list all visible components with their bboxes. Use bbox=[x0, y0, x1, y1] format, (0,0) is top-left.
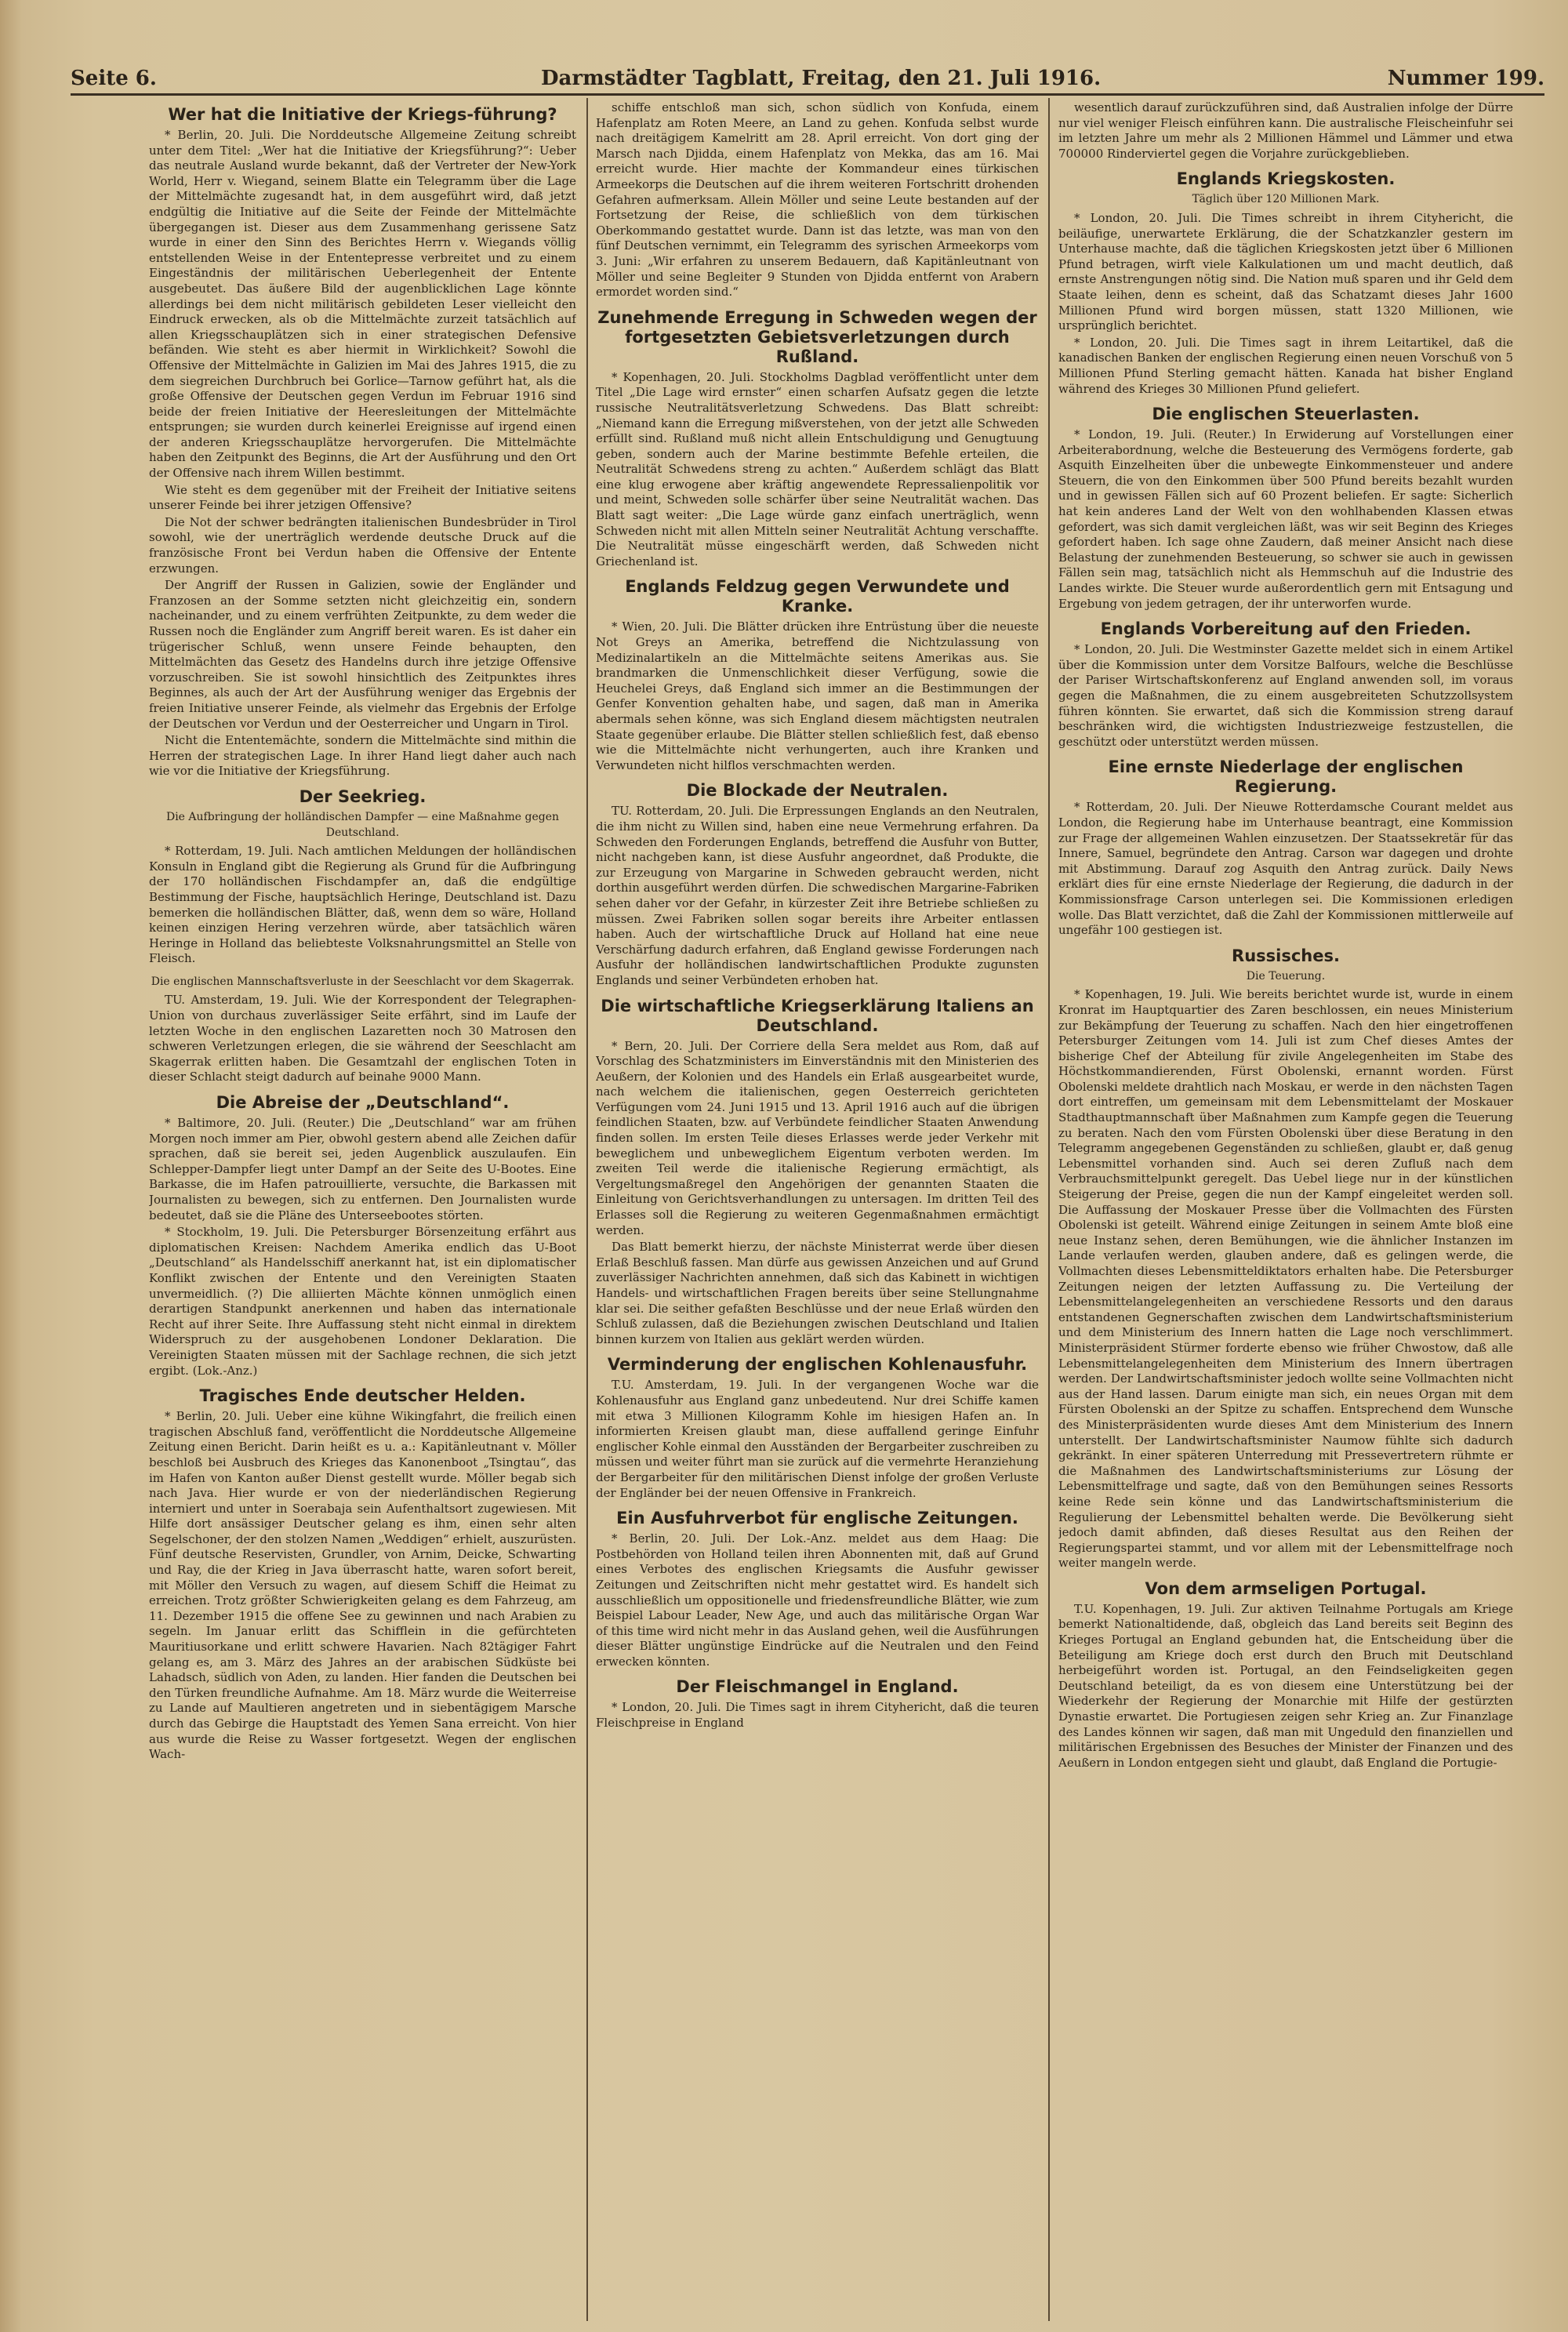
article-paragraph: TU. Amsterdam, 19. Juli. Wie der Korrespondent der Telegraphen-Union von durchaus zuverlässiger Seite erfährt, sind im Laufe der letzten Woche in den englischen Lazaretten noch 30 Matrosen den schweren Verletzungen erlegen, die sie während der Seeschlacht am Skagerrak erlitten haben. Die Gesamtzahl der englischen Toten in dieser Schlacht steigt dadurch auf beinahe 9000 Mann. bbox=[149, 993, 576, 1084]
article-subheadline: Die Teuerung. bbox=[1246, 969, 1326, 983]
article-paragraph: * Berlin, 20. Juli. Ueber eine kühne Wikingfahrt, die freilich einen tragischen Abschluß fand, veröffentlicht die Norddeutsche Allgemeine Zeitung einen Bericht. Darin heißt es u. a.: Kapitänleutnant v. Möller beschloß bei Ausbruch des Krieges das Kanonenboot „Tsingtau“, das im Hafen von Kanton außer Dienst gestellt wurde. Möller begab sich nach Java. Hier wurde er von der niederländischen Regierung interniert und unter in Soerabaja sein Aufenthaltsort zugewiesen. Mit Hilfe dort ansässiger Deutscher gelang es ihm, einen sehr alten Segelschoner, der den stolzen Namen „Weddigen“ erhielt, auszurüsten. Fünf deutsche Reservisten, Grundler, von Arnim, Deicke, Schwarting und Ray, die der Krieg in Java überrascht hatte, waren sofort bereit, mit Möller den Versuch zu wagen, auf diesem Schiff die Heimat zu erreichen. Trotz größter Schwierigkeiten gelang es dem Fahrzeug, am 11. Dezember 1915 die offene See zu gewinnen und nach Arabien zu segeln. Im Januar erlitt das Schifflein in die gefürchteten Mauritiusorkane und erlitt schwere Havarien. Nach 82tägiger Fahrt gelang es, am 3. März des Jahres an der arabischen Südküste bei Lahadsch, südlich von Aden, zu landen. Hier fanden die Deutschen bei den Türken freundliche Aufnahme. Am 18. März wurde die Weiterreise zu Lande auf Maultieren angetreten und in siebentägigem Marsche durch das Gebirge die Hauptstadt des Yemen Sana erreicht. Von hier aus wurde die Reise zu Wasser fortgesetzt. Wegen der englischen Wach- bbox=[149, 1409, 576, 1762]
article-paragraph: Der Angriff der Russen in Galizien, sowie der Engländer und Franzosen an der Somme setzten nicht gleichzeitig ein, sondern nacheinander, und zu einem verfrühten Zeitpunkte, zu dem weder die Russen noch die Engländer zum Angriff bereit waren. Es ist daher ein trügerischer Schluß, wenn unsere Feinde behaupten, den Mittelmächten das Gesetz des Handelns durch ihre jetzige Offensive vorzuschreiben. Sie ist sowohl hinsichtlich des Zeitpunktes ihres Beginnes, als auch der Art der Ausführung weniger das Ergebnis der freien Initiative unserer Feinde, als vielmehr das Ergebnis der Erfolge der Deutschen vor Verdun und der Oesterreicher und Ungarn in Tirol. bbox=[149, 578, 576, 731]
article-headline: Die Blockade der Neutralen. bbox=[686, 781, 949, 801]
article-paragraph: * Stockholm, 19. Juli. Die Petersburger Börsenzeitung erfährt aus diplomatischen Kreisen: Nachdem Amerika endlich das U-Boot „Deutschland“ als Handelsschiff anerkannt hat, ist ein diplomatischer Konflikt zwischen der Entente und den Vereinigten Staaten unvermeidlich. (?) Die alliierten Mächte können unmöglich einen derartigen Standpunkt anerkennen und haben das internationale Recht auf ihrer Seite. Ihre Auffassung steht nicht einmal in direktem Widerspruch zu der ausgehobenen Londoner Deklaration. Die Vereinigten Staaten müssen mit der Sachlage rechnen, die sich jetzt ergibt. (Lok.-Anz.) bbox=[149, 1225, 576, 1378]
newspaper-masthead-line: Darmstädter Tagblatt, Freitag, den 21. Juli 1916. bbox=[541, 67, 1102, 90]
article-subheadline: Die Aufbringung der holländischen Dampfer — eine Maßnahme gegen Deutschland. bbox=[165, 810, 559, 839]
issue-number: Nummer 199. bbox=[1387, 67, 1544, 90]
article-paragraph: wesentlich darauf zurückzuführen sind, daß Australien infolge der Dürre nur viel weniger Fleisch einführen kann. Die australische Fleischeinfuhr sei im letzten Jahre um mehr als 2 Millionen Hämmel und Lämmer und etwa 700000 Rinderviertel gegen die Vorjahre zurückgeblieben. bbox=[1058, 100, 1513, 161]
article bbox=[596, 1355, 1039, 1501]
article-headline: Der Seekrieg. bbox=[299, 786, 426, 806]
article bbox=[149, 975, 576, 1085]
article-paragraph: * Kopenhagen, 20. Juli. Stockholms Dagblad veröffentlicht unter dem Titel „Die Lage wird ernster“ einen scharfen Aufsatz gegen die letzte russische Neutralitätsverletzung Schwedens. Das Blatt schreibt: „Niemand kann die Erregung mißverstehen, von der jetzt alle Schweden erfüllt sind. Rußland muß nicht allein Entschuldigung und Genugtuung geben, sondern auch der Marine bestimmte Befehle erteilen, die Neutralität Schwedens streng zu achten.“ Außerdem schlägt das Blatt eine klug erwogene aber kräftig angewendete Repressalienpolitik vor und meint, Schweden solle schärfer über seine Neutralität wachen. Das Blatt sagt weiter: „Die Lage würde ganz einfach unerträglich, wenn Schweden nicht mit allen Mitteln seiner Neutralität Achtung verschaffte. Die Neutralität müsse eingeschärft werden, daß Schweden nicht Griechenland ist. bbox=[596, 369, 1039, 568]
article-paragraph: * Kopenhagen, 19. Juli. Wie bereits berichtet wurde ist, wurde in einem Kronrat im Hauptquartier des Zaren beschlossen, ein neues Ministerium zur Bekämpfung der Teuerung zu schaffen. Nach den hier eingetroffenen Petersburger Zeitungen vom 14. Juli ist zum Chef dieses Amtes der bisherige Chef der Abteilung für zivile Angelegenheiten im Stabe des Höchstkommandierenden, Fürst Obolenski, ernannt worden. Fürst Obolenski meldete drahtlich nach Moskau, er werde in den nächsten Tagen dort eintreffen, um gemeinsam mit dem Lebensmittelamt der Moskauer Stadthauptmannschaft über Maßnahmen zum Kampfe gegen die Teuerung zu beraten. Nach den vom Fürsten Obolenski über diese Beratung in den Telegramm angegebenen Gegenständen zu schließen, glaubt er, daß genug Lebensmittel vorhanden sind. Auch sei deren Zufluß nach dem Verbrauchsmittelpunkt geregelt. Das Uebel liege nur in der künstlichen Steigerung der Preise, gegen die nun der Kampf eingeleitet werden soll. Die Auffassung der Moskauer Presse über die Vollmachten des Fürsten Obolenski ist geteilt. Während einige Zeitungen in seinem Amte bloß eine neue Instanz sehen, deren Bemühungen, wie die ähnlicher Instanzen im Lande verlaufen werden, glauben andere, daß es gelingen werde, die Vollmachten dieses Lebensmitteldiktators erhalten habe. Die Petersburger Zeitungen neigen der letzten Auffassung zu. Die Verteilung der Lebensmittelangelegenheiten an verschiedene Ressorts und den daraus entstandenen Gegnerschaften zwischen dem Landwirtschaftsministerium und dem Ministerium des Innern hatten die Lage noch verschlimmert. Ministerpräsident Stürmer forderte ebenso wie früher Chwostow, daß alle Lebensmittelangelegenheiten dem Ministerium des Innern übertragen werden. Der Landwirtschaftsminister jedoch wollte seine Vollmachten nicht aus der Hand lassen. Darum einigte man sich, ein neues Organ mit dem Fürsten Obolenski an der Spitze zu schaffen. Entsprechend dem Wunsche des Ministerpräsidenten wurde dieses Amt dem Ministerium des Innern unterstellt. Der Landwirtschaftsminister Naumow fühlte sich dadurch gekränkt. In einer späteren Unterredung mit Pressevertretern rühmte er die Maßnahmen des Landwirtschaftsministeriums zur Lösung der Lebensmittelfrage und sagte, daß von den Bemühungen seines Ressorts keine Rede sein könne und das Landwirtschaftsministerium die Regulierung der Lebensmittel behalten werde. Die Bevölkerung sieht jedoch damit abfinden, daß dieses Resultat aus den Reihen der Regierungspartei stammt, und vor allem mit der Lebensmittelfrage noch weiter mangeln werde. bbox=[1058, 987, 1513, 1571]
article-paragraph: * Wien, 20. Juli. Die Blätter drücken ihre Entrüstung über die neueste Not Greys an Amerika, betreffend die Nichtzulassung von Medizinalartikeln an die Mittelmächte seitens Amerikas aus. Sie brandmarken die Unmenschlichkeit dieser Verfügung, sowie die Heuchelei Greys, daß England sich immer an die Bestimmungen der Genfer Konvention gehalten habe, und sagen, daß man in Amerika abermals sehen könne, was sich England diesem mächtigsten neutralen Staate gegenüber erlaube. Die Blätter stellen schließlich fest, daß ebenso wie die Mittelmächte nicht verhungerten, auch ihre Kranken und Verwundeten nicht hilflos verschmachten werden. bbox=[596, 619, 1039, 772]
article-paragraph: TU. Rotterdam, 20. Juli. Die Erpressungen Englands an den Neutralen, die ihm nicht zu Willen sind, haben eine neue Vermehrung erfahren. Da Schweden den Forderungen Englands, betreffend die Ausfuhr von Butter, nicht nachgeben kann, ist diese Ausfuhr angeordnet, daß Produkte, die zur Erzeugung von Margarine in Schweden gebraucht werden, nicht dorthin ausgeführt werden dürfen. Die schwedischen Margarine-Fabriken sehen daher vor der Gefahr, in kürzester Zeit ihre Betriebe schließen zu müssen. Zwei Fabriken sollen sogar bereits ihre Arbeiter entlassen haben. Auch der wirtschaftliche Druck auf Holland hat eine neue Verschärfung dadurch erfahren, daß England gewisse Forderungen nach Ausfuhr der holländischen landwirtschaftlichen Produkte zugunsten Englands und seiner Verbündeten erhoben hat. bbox=[596, 804, 1039, 987]
article-paragraph: * Berlin, 20. Juli. Die Norddeutsche Allgemeine Zeitung schreibt unter dem Titel: „Wer hat die Initiative der Kriegsführung?“: Ueber das neutrale Ausland wurde bekannt, daß der Vertreter der New-York World, Herr v. Wiegand, seinem Blatte ein Telegramm über die Lage der Mittelmächte zugesandt hat, in dem ausgeführt wird, daß jetzt endgültig die Initiative auf die Seite der Feinde der Mittelmächte übergegangen ist. Dieser aus dem Zusammenhang gerissene Satz wurde in einer den Sinn des Berichtes Herrn v. Wiegands völlig entstellenden Weise in der Ententepresse verbreitet und zu einem Eingeständnis der militärischen Ueberlegenheit der Entente ausgebeutet. Das äußere Bild der augenblicklichen Lage könnte allerdings bei dem nicht militärisch gebildeten Leser vielleicht den Eindruck erwecken, als ob die Mittelmächte zurzeit tatsächlich auf allen Kriegsschauplätzen sich in einer strategischen Defensive befänden. Wie steht es aber hiermit in Wirklichkeit? Sowohl die Offensive der Mittelmächte in Galizien im Mai des Jahres 1915, die zu dem siegreichen Durchbruch bei Gorlice—Tarnow geführt hat, als die große Offensive der Deutschen gegen Verdun im Februar 1916 sind beide der freien Initiative der Heeresleitungen der Mittelmächte entsprungen; sie wurden durch keinerlei Ereignisse auf irgend einen der anderen Kriegsschauplätze hervorgerufen. Die Mittelmächte haben den Zeitpunkt des Beginns, die Art der Ausführung und den Ort der Offensive nach ihrem Willen bestimmt. bbox=[149, 128, 576, 481]
article-paragraph: * London, 20. Juli. Die Times sagt in ihrem Cityhericht, daß die teuren Fleischpreise in England bbox=[596, 1700, 1039, 1731]
article-headline: Von dem armseligen Portugal. bbox=[1145, 1578, 1427, 1598]
article-paragraph: * London, 20. Juli. Die Times sagt in ihrem Leitartikel, daß die kanadischen Banken der englischen Regierung einen neuen Vorschuß von 5 Millionen Pfund Sterling gemacht hätten. Kanada hat bisher England während des Krieges 30 Millionen Pfund geliefert. bbox=[1058, 335, 1513, 396]
article bbox=[149, 1386, 576, 1763]
page-header bbox=[71, 67, 1544, 96]
article-headline: Wer hat die Initiative der Kriegs-führung? bbox=[168, 105, 557, 124]
article-headline: Die wirtschaftliche Kriegserklärung Italiens an Deutschland. bbox=[601, 996, 1034, 1035]
article-headline: Ein Ausfuhrverbot für englische Zeitungen. bbox=[616, 1509, 1018, 1528]
article-headline: Englands Vorbereitung auf den Frieden. bbox=[1100, 619, 1472, 639]
article-headline: Tragisches Ende deutscher Helden. bbox=[199, 1386, 526, 1406]
article bbox=[149, 787, 576, 967]
article bbox=[1058, 619, 1513, 750]
article bbox=[1058, 405, 1513, 612]
article-headline: Der Fleischmangel in England. bbox=[676, 1677, 959, 1697]
article-headline: Eine ernste Niederlage der englischen Regierung. bbox=[1108, 757, 1464, 797]
article bbox=[596, 1509, 1039, 1669]
article-paragraph: * Baltimore, 20. Juli. (Reuter.) Die „Deutschland“ war am frühen Morgen noch immer am Pier, obwohl gestern abend alle Zeichen dafür sprachen, daß sie bereit sei, jeden Augenblick auszulaufen. Ein Schlepper-Dampfer liegt unter Dampf an der Seite des U-Bootes. Eine Barkasse, die im Hafen patrouillierte, versuchte, die Barkassen mit Journalisten zu bewegen, sich zu entfernen. Den Journalisten wurde bedeutet, daß sie die Pläne des Unterseebootes störten. bbox=[149, 1116, 576, 1222]
article-paragraph: Nicht die Ententemächte, sondern die Mittelmächte sind mithin die Herren der strategischen Lage. In ihrer Hand liegt daher auch nach wie vor die Initiative der Kriegsführung. bbox=[149, 733, 576, 779]
article bbox=[149, 105, 576, 779]
article bbox=[1058, 946, 1513, 1571]
article bbox=[596, 781, 1039, 988]
article-headline: Russisches. bbox=[1232, 946, 1340, 965]
article-headline: Verminderung der englischen Kohlenausfuhr. bbox=[607, 1355, 1028, 1375]
article bbox=[596, 100, 1039, 300]
article bbox=[1058, 169, 1513, 397]
article-paragraph: * Berlin, 20. Juli. Der Lok.-Anz. meldet aus dem Haag: Die Postbehörden von Holland teilen ihren Abonnenten mit, daß auf Grund eines Verbotes des englischen Kriegsamts die Ausfuhr gewisser Zeitungen und Zeitschriften nicht mehr gestattet wird. Es handelt sich ausschließlich um oppositionelle und friedensfreundliche Blätter, wie zum Beispiel Labour Leader, New Age, und auch das militärische Organ War of this time wird nicht mehr in das Ausland gehen, weil die Ausführungen dieser Blätter ungünstige Eindrücke auf die Neutralen und den Feind erwecken könnten. bbox=[596, 1531, 1039, 1669]
article bbox=[596, 997, 1039, 1348]
article bbox=[1058, 100, 1513, 162]
article-headline: Die Abreise der „Deutschland“. bbox=[216, 1093, 510, 1113]
article-paragraph: Wie steht es dem gegenüber mit der Freiheit der Initiative seitens unserer Feinde bei ihrer jetzigen Offensive? bbox=[149, 482, 576, 513]
page-number: Seite 6. bbox=[71, 67, 157, 90]
article bbox=[1058, 757, 1513, 938]
article-paragraph: T.U. Kopenhagen, 19. Juli. Zur aktiven Teilnahme Portugals am Kriege bemerkt Nationaltidende, daß, obgleich das Land bereits seit Beginn des Krieges Portugal an England gebunden hat, die Entscheidung über die Beteiligung am Kriege doch erst durch den Bruch mit Deutschland herbeigeführt worden ist. Portugal, an den Feindseligkeiten gegen Deutschland beteiligt, da es von diesem eine Unterstützung bei der Wiederkehr der Regierung der Monarchie mit Hilfe der gestürzten Dynastie erwartet. Die Portugiesen zeigen sehr Krieg an. Zur Finanzlage des Landes können wir sagen, daß man mit Ungeduld den finanziellen und militärischen Ergebnissen des Besuches der Minister der Finanzen und des Aeußern in London entgegen sieht und glaubt, daß England die Portugie- bbox=[1058, 1601, 1513, 1770]
column-3 bbox=[1058, 100, 1513, 2319]
article-paragraph: schiffe entschloß man sich, schon südlich von Konfuda, einem Hafenplatz am Roten Meere, an Land zu gehen. Konfuda selbst wurde nach dreitägigem Kamelritt am 28. April erreicht. Von dort ging der Marsch nach Djidda, einem Hafenplatz von Mekka, das am 16. Mai erreicht wurde. Hier machte der Kommandeur eines türkischen Armeekorps die Deutschen auf die ihrem weiteren Fortschritt drohenden Gefahren aufmerksam. Allein Möller und seine Leute bestanden auf der Fortsetzung der Reise, die schließlich von dem türkischen Oberkommando gestattet wurde. Dann ist das letzte, was man von den fünf Deutschen vernimmt, ein Telegramm des syrischen Armeekorps vom 3. Juni: „Wir erfahren zu unserem Bedauern, daß Kapitänleutnant von Möller und seine Begleiter 9 Stunden von Djidda entfernt von Arabern ermordet worden sind.“ bbox=[596, 100, 1039, 300]
article-headline: Englands Feldzug gegen Verwundete und Kranke. bbox=[625, 577, 1010, 616]
article-paragraph: * London, 20. Juli. Die Westminster Gazette meldet sich in einem Artikel über die Kommission unter dem Vorsitze Balfours, welche die Beschlüsse der Pariser Wirtschaftskonferenz auf England anwenden soll, im voraus gegen die Maßnahmen, die zu einem ausgebreiteten Schutzzollsystem führen könnten. Sie erwartet, daß sich die Kommission streng darauf beschränken wird, die wichtigsten Industriezweige festzustellen, die geschützt oder unterstützt werden müssen. bbox=[1058, 642, 1513, 749]
article-headline: Zunehmende Erregung in Schweden wegen der fortgesetzten Gebietsverletzungen durch Rußland. bbox=[597, 307, 1037, 366]
article-headline: Englands Kriegskosten. bbox=[1176, 169, 1396, 189]
article-paragraph: * London, 20. Juli. Die Times schreibt in ihrem Cityhericht, die beiläufige, unerwartete Erklärung, die der Schatzkanzler gestern im Unterhause machte, daß die täglichen Kriegskosten jetzt über 6 Millionen Pfund betragen, wirft viele Kalkulationen um und macht deutlich, daß ernste Anstrengungen nötig sind. Die Nation muß sparen und ihr Geld dem Staate leihen, denn es scheint, daß das Schatzamt dieses Jahr 1600 Millionen Pfund wird borgen müssen, statt 1320 Millionen, wie ursprünglich berichtet. bbox=[1058, 210, 1513, 333]
article-paragraph: * Rotterdam, 20. Juli. Der Nieuwe Rotterdamsche Courant meldet aus London, die Regierung habe im Unterhause beantragt, eine Kommission zur Frage der allgemeinen Wahlen einzusetzen. Der Staatssekretär für das Innere, Samuel, begründete den Antrag. Carson war dagegen und drohte mit Abstimmung. Darauf zog Asquith den Antrag zurück. Daily News erklärt dies für eine ernste Niederlage der Regierung, die dadurch in der Kommissionsfrage Carson unterlegen sei. Die Kommissionen erledigen wolle. Das Blatt verzichtet, daß die Zahl der Kommissionen mittlerweile auf ungefähr 100 gestiegen ist. bbox=[1058, 800, 1513, 938]
column-divider bbox=[1048, 98, 1050, 2321]
article-paragraph: T.U. Amsterdam, 19. Juli. In der vergangenen Woche war die Kohlenausfuhr aus England ganz unbedeutend. Nur drei Schiffe kamen mit etwa 3 Millionen Kilogramm Kohle im hiesigen Hafen an. In informierten Kreisen glaubt man, diese auffallend geringe Einfuhr englischer Kohle einmal den Ausständen der Bergarbeiter zuschreiben zu müssen und weiter führt man sie zurück auf die vermehrte Heranziehung der Bergarbeiter für den militärischen Dienst infolge der großen Verluste der Engländer bei der neuen Offensive in Frankreich. bbox=[596, 1378, 1039, 1500]
article-paragraph: * Rotterdam, 19. Juli. Nach amtlichen Meldungen der holländischen Konsuln in England gibt die Regierung als Grund für die Aufbringung der 170 holländischen Fischdampfer an, daß die endgültige Bestimmung der Fische, hauptsächlich Heringe, Deutschland ist. Dazu bemerken die holländischen Blätter, daß, wenn dem so wäre, Holland keinen einzigen Hering verzehren würde, aber tatsächlich wären Heringe in Holland das beliebteste Volksnahrungsmittel an Stelle von Fleisch. bbox=[149, 844, 576, 966]
article-paragraph: Das Blatt bemerkt hierzu, der nächste Ministerrat werde über diesen Erlaß Beschluß fassen. Man dürfe aus gewissen Anzeichen und auf Grund zuverlässiger Nachrichten annehmen, daß sich das Kabinett in wichtigen Handels- und wirtschaftlichen Fragen bereits über seine Stellungnahme klar sei. Die seither gefaßten Beschlüsse und der neue Erlaß würden den Schluß zulassen, daß die Beziehungen zwischen Deutschland und Italien binnen kurzem von Italien aus geklärt werden würden. bbox=[596, 1240, 1039, 1346]
article bbox=[596, 1677, 1039, 1731]
article bbox=[1058, 1579, 1513, 1771]
column-2 bbox=[596, 100, 1039, 2319]
article-subheadline: Täglich über 120 Millionen Mark. bbox=[1192, 193, 1380, 206]
article bbox=[596, 308, 1039, 570]
column-1 bbox=[149, 100, 576, 2319]
column-divider bbox=[586, 98, 588, 2321]
article-headline: Die englischen Steuerlasten. bbox=[1152, 405, 1420, 424]
article bbox=[596, 577, 1039, 773]
article-paragraph: Die Not der schwer bedrängten italienischen Bundesbrüder in Tirol sowohl, wie der unerträglich werdende deutsche Druck auf die französische Front bei Verdun haben die Offensive der Entente erzwungen. bbox=[149, 514, 576, 576]
article bbox=[149, 1093, 576, 1378]
article-paragraph: * Bern, 20. Juli. Der Corriere della Sera meldet aus Rom, daß auf Vorschlag des Schatzministers im Einverständnis mit den Ministerien des Aeußern, der Kolonien und des Handels ein Erlaß ausgearbeitet wurde, nach welchem die italienischen, gegen Oesterreich gerichteten Verfügungen vom 24. Juni 1915 und 13. April 1916 auch auf die übrigen feindlichen Staaten, bzw. auf Verbündete feindlicher Staaten Anwendung finden sollen. Im ersten Teile dieses Erlasses werde jeder Verkehr mit beweglichem und unbeweglichem Eigentum verboten werden. Im zweiten Teil werde die italienische Regierung ermächtigt, als Vergeltungsmaßregel den Angehörigen der genannten Staaten die Einleitung von Gerichtsverhandlungen zu untersagen. Im dritten Teil des Erlasses soll die Regierung zu weiteren Gegenmaßnahmen ermächtigt werden. bbox=[596, 1038, 1039, 1237]
article-paragraph: * London, 19. Juli. (Reuter.) In Erwiderung auf Vorstellungen einer Arbeiterabordnung, welche die Besteuerung des Vermögens forderte, gab Asquith Einzelheiten über die unbewegte Einkommensteuer und andere Steuern, die von den Einkommen über 500 Pfund bereits bezahlt wurden und in gewissen Fällen sich auf 60 Prozent beliefen. Er sagte: Sicherlich hat kein anderes Land der Welt von den wohlhabenden Klassen etwas gefordert, was sich damit vergleichen läßt, was wir seit Beginn des Krieges gefordert haben. Ich sage ohne Zaudern, daß meiner Ansicht nach diese Belastung der zunehmenden Besteuerung, so schwer sie auch in gewissen Fällen sein mag, tatsächlich nicht als Hemmschuh auf die Industrie des Landes wirkte. Die Steuer wurde außerordentlich gern mit Entsagung und Ergebung von jedem getragen, der ihr unterworfen wurde. bbox=[1058, 427, 1513, 611]
article-subheadline: Die englischen Mannschaftsverluste in der Seeschlacht vor dem Skagerrak. bbox=[151, 975, 575, 988]
